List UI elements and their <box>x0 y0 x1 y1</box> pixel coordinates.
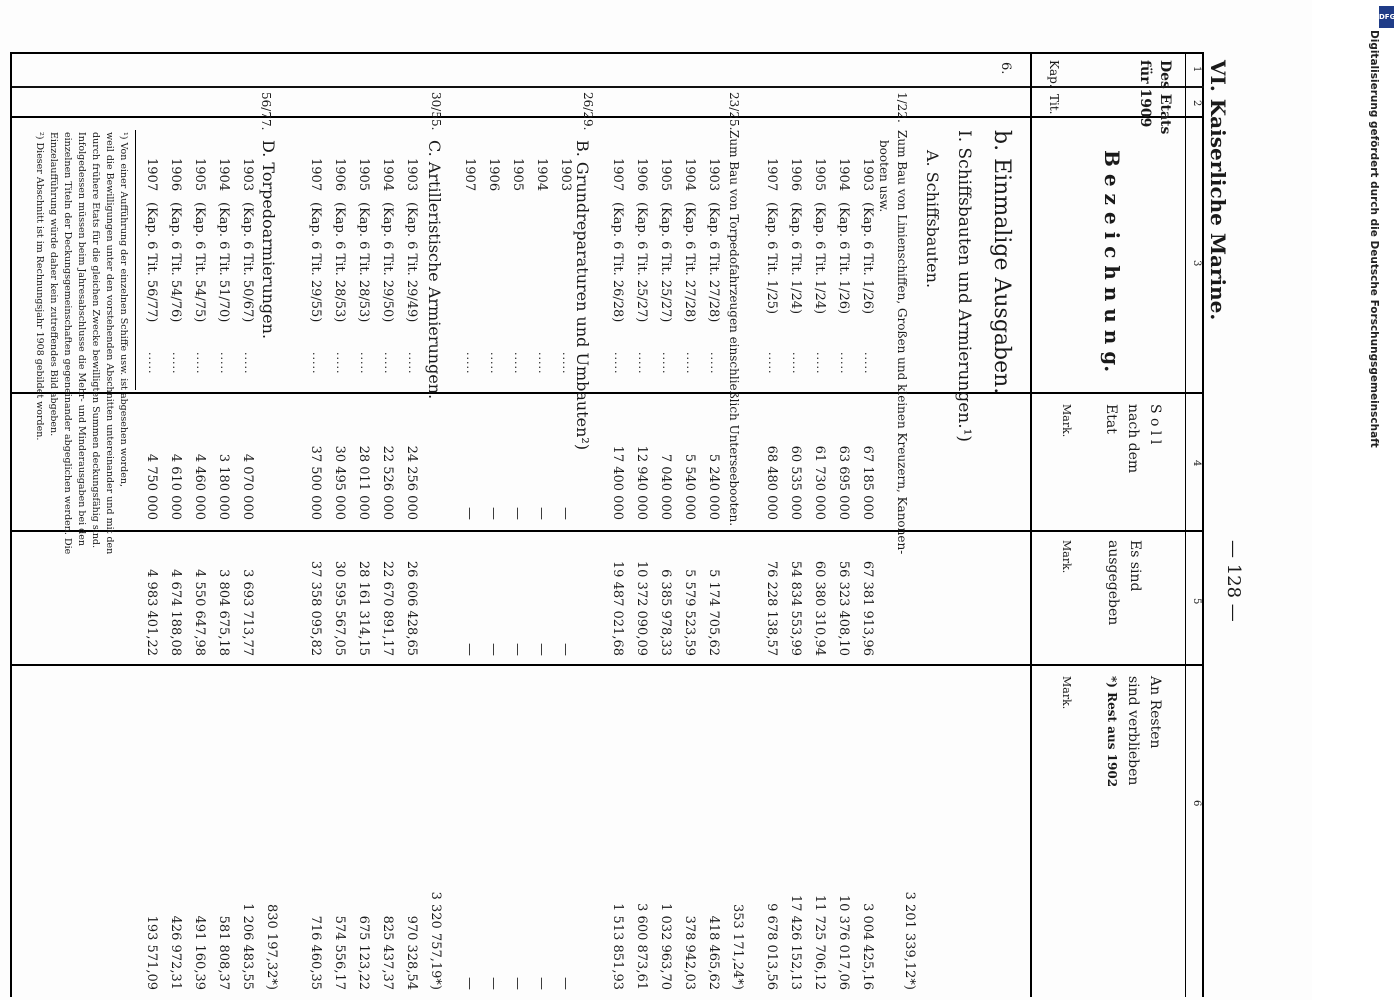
row-ref: (Kap. 6 Tit. 51/70) <box>216 202 231 323</box>
row-rest: 491 160,39 <box>192 915 207 990</box>
row-soll: 12 940 000 <box>634 445 649 520</box>
row-rest: 970 328,54 <box>404 915 419 990</box>
col5-heading-l2: ausgegeben <box>1105 540 1121 626</box>
group-tit: 1/22. <box>895 92 909 123</box>
row-rest: — <box>558 977 573 990</box>
group-tit: 26/29. <box>581 92 595 131</box>
col5-right-rule <box>12 664 1204 666</box>
row-year: 1903 <box>404 158 419 192</box>
row-ref: (Kap. 6 Tit. 56/77) <box>144 202 159 323</box>
row-ausgegeben: — <box>558 643 573 656</box>
row-year: 1905 <box>356 158 371 192</box>
column-number: 5 <box>1191 598 1202 605</box>
row-soll: 37 500 000 <box>308 445 323 520</box>
row-soll: 5 540 000 <box>682 453 697 520</box>
row-year: 1905 <box>812 158 827 192</box>
row-year: 1904 <box>836 158 851 192</box>
row-year: 1903 <box>860 158 875 192</box>
row-ausgegeben: 54 834 553,99 <box>788 560 803 656</box>
row-year: 1904 <box>380 158 395 192</box>
row-leader-dots: ..... <box>488 352 501 375</box>
row-year: 1907 <box>308 158 323 192</box>
row-leader-dots: ..... <box>612 352 625 375</box>
row-soll: 4 070 000 <box>240 453 255 520</box>
row-ref: (Kap. 6 Tit. 29/49) <box>404 202 419 323</box>
row-ausgegeben: 28 161 314,15 <box>356 560 371 656</box>
row-year: 1906 <box>788 158 803 192</box>
col4-heading-l2: nach dem <box>1125 404 1141 474</box>
row-leader-dots: ..... <box>242 352 255 375</box>
col6-heading-l1: An Resten <box>1147 676 1163 749</box>
row-rest: 3 004 425,16 <box>860 903 875 990</box>
row-ref: (Kap. 6 Tit. 25/27) <box>658 202 673 323</box>
col1-left-rule <box>12 52 1204 54</box>
row-ausgegeben: — <box>534 643 549 656</box>
row-rest: — <box>486 977 501 990</box>
row-year: 1904 <box>216 158 231 192</box>
row-year: 1906 <box>168 158 183 192</box>
footnote-line: einzelnen Titeln der Deckungsgemeinschaften gegeneinander abgeglichen werden. Die <box>62 132 73 555</box>
group-tit: 23/25. <box>727 92 741 131</box>
row-ausgegeben: 60 380 310,94 <box>812 560 827 656</box>
col4-right-rule <box>12 530 1204 532</box>
row-ref: (Kap. 6 Tit. 54/76) <box>168 202 183 323</box>
page-number: — 128 — <box>1223 540 1244 622</box>
row-ref: (Kap. 6 Tit. 27/28) <box>706 202 721 323</box>
group-desc-l1: Zum Bau von Linienschiffen, Großen und kleinen Kreuzern, Kanonen- <box>895 130 909 555</box>
table-top-rule <box>1202 52 1204 997</box>
row-year: 1903 <box>240 158 255 192</box>
kap-value: 6. <box>998 62 1013 75</box>
footnote-line: weil die Bewilligungen unter den vorstehenden Abschnitten untereinander und mit den <box>104 132 115 555</box>
col6-heading-l2: sind verblieben <box>1125 676 1141 786</box>
row-ausgegeben: 30 595 567,05 <box>332 560 347 656</box>
header-bottom-rule <box>1030 52 1032 997</box>
row-leader-dots: ..... <box>218 352 231 375</box>
row-ausgegeben: 3 693 713,77 <box>240 569 255 656</box>
row-rest: 581 808,37 <box>216 915 231 990</box>
row-ausgegeben: 26 606 428,65 <box>404 560 419 656</box>
row-soll: 22 526 000 <box>380 445 395 520</box>
col2-right-rule <box>12 116 1204 118</box>
row-ausgegeben: 56 323 408,10 <box>836 560 851 656</box>
footnote-line: durch frühere Etats für die gleichen Zwecke bewilligten Summen deckungsfähig sind. <box>90 132 101 549</box>
row-soll: 4 750 000 <box>144 453 159 520</box>
row-rest: 378 942,03 <box>682 915 697 990</box>
section-A-title: A. Schiffsbauten. <box>923 150 942 289</box>
footnote-line: ¹) Von einer Aufführung der einzelnen Schiffe usw. ist abgesehen worden, <box>118 132 129 487</box>
column-number: 6 <box>1191 800 1202 807</box>
row-ausgegeben: 5 174 705,62 <box>706 569 721 656</box>
row-leader-dots: ..... <box>708 352 721 375</box>
section-I-title: I. Schiffsbauten und Armierungen.¹) <box>954 130 974 443</box>
row-soll: 17 400 000 <box>610 445 625 520</box>
col4-unit: Mark. <box>1060 404 1073 438</box>
row-ref: (Kap. 6 Tit. 1/24) <box>812 202 827 315</box>
col6-heading-l3: *) Rest aus 1902 <box>1105 676 1119 788</box>
row-ausgegeben: 76 228 138,57 <box>764 560 779 656</box>
row-ref: (Kap. 6 Tit. 1/26) <box>860 202 875 315</box>
row-rest: 1 206 483,55 <box>240 903 255 990</box>
row-soll: — <box>486 507 501 520</box>
section-C-title: C. Artilleristische Armierungen. <box>425 140 444 400</box>
row-leader-dots: ..... <box>358 352 371 375</box>
column-number: 4 <box>1191 460 1202 467</box>
col-number-rule <box>1185 52 1186 997</box>
row-rest: 1 032 963,70 <box>658 903 673 990</box>
row-soll: 67 185 000 <box>860 445 875 520</box>
row-ausgegeben: 6 385 978,33 <box>658 569 673 656</box>
row-ausgegeben: 67 381 913,96 <box>860 560 875 656</box>
row-year: 1905 <box>510 158 525 192</box>
section-b-title: b. Einmalige Ausgaben. <box>989 130 1014 395</box>
row-ref: (Kap. 6 Tit. 29/50) <box>380 202 395 323</box>
row-rest: 1 513 851,93 <box>610 903 625 990</box>
footnote-line: ²) Dieser Abschnitt ist im Rechnungsjahr 1908 gebildet worden. <box>34 132 45 441</box>
kap-label: Kap. <box>1047 60 1061 88</box>
row-leader-dots: ..... <box>536 352 549 375</box>
running-head: VI. Kaiserliche Marine. <box>1206 60 1230 321</box>
row-year: 1907 <box>764 158 779 192</box>
row-year: 1907 <box>462 158 477 192</box>
row-ref: (Kap. 6 Tit. 28/53) <box>332 202 347 323</box>
row-rest: 10 376 017,06 <box>836 894 851 990</box>
col5-heading-l1: Es sind <box>1127 540 1143 592</box>
row-ref: (Kap. 6 Tit. 25/27) <box>634 202 649 323</box>
column-number: 3 <box>1191 260 1202 267</box>
row-ausgegeben: 4 983 401,22 <box>144 569 159 656</box>
row-year: 1904 <box>682 158 697 192</box>
row-leader-dots: ..... <box>684 352 697 375</box>
row-leader-dots: ..... <box>560 352 573 375</box>
row-ref: (Kap. 6 Tit. 54/75) <box>192 202 207 323</box>
table-bottom-rule <box>10 52 12 997</box>
row-year: 1907 <box>610 158 625 192</box>
section-D-title: D. Torpedoarmierungen. <box>259 140 278 340</box>
section-B-title: B. Grundreparaturen und Umbauten²) <box>573 140 592 451</box>
row-soll: 4 610 000 <box>168 453 183 520</box>
row-soll: 4 460 000 <box>192 453 207 520</box>
row-leader-dots: ..... <box>170 352 183 375</box>
row-ausgegeben: 4 550 647,98 <box>192 569 207 656</box>
row-soll: 68 480 000 <box>764 445 779 520</box>
group-desc-l2: booten usw. <box>877 140 891 213</box>
row-leader-dots: ..... <box>194 352 207 375</box>
row-rest: 9 678 013,56 <box>764 903 779 990</box>
row-ausgegeben: 4 674 188,08 <box>168 569 183 656</box>
row-leader-dots: ..... <box>406 352 419 375</box>
row-ref: (Kap. 6 Tit. 1/24) <box>788 202 803 315</box>
row-ausgegeben: — <box>510 643 525 656</box>
row-soll: 7 040 000 <box>658 453 673 520</box>
row-leader-dots: ..... <box>512 352 525 375</box>
group-top-rest: 3 201 339,12*) <box>902 891 917 990</box>
col3-right-rule <box>12 392 1204 394</box>
row-ausgegeben: — <box>462 643 477 656</box>
row-leader-dots: ..... <box>790 352 803 375</box>
row-rest: 3 600 873,61 <box>634 903 649 990</box>
row-soll: 24 256 000 <box>404 445 419 520</box>
row-rest: 825 437,37 <box>380 915 395 990</box>
col4-heading-l3: Etat <box>1103 404 1119 434</box>
row-year: 1906 <box>634 158 649 192</box>
row-soll: — <box>462 507 477 520</box>
row-year: 1905 <box>658 158 673 192</box>
col12-heading-l2: für 1909 <box>1137 60 1153 128</box>
footnote-line: Infolgedessen müssen beim Jahresabschlusse die Mehr- und Minderausgaben bei den <box>76 132 87 547</box>
row-rest: 11 725 706,12 <box>812 894 827 990</box>
row-year: 1906 <box>486 158 501 192</box>
row-year: 1903 <box>558 158 573 192</box>
row-year: 1903 <box>706 158 721 192</box>
row-ausgegeben: 22 670 891,17 <box>380 560 395 656</box>
row-leader-dots: ..... <box>814 352 827 375</box>
row-rest: 193 571,09 <box>144 915 159 990</box>
col4-heading-l1: S o l l <box>1147 404 1163 445</box>
row-leader-dots: ..... <box>862 352 875 375</box>
row-soll: 3 180 000 <box>216 453 231 520</box>
col1-right-rule <box>12 86 1204 88</box>
row-soll: 63 695 000 <box>836 445 851 520</box>
group-top-rest: 3 320 757,19*) <box>428 891 443 990</box>
row-leader-dots: ..... <box>382 352 395 375</box>
row-leader-dots: ..... <box>766 352 779 375</box>
dfg-logo: DFG <box>1379 6 1394 28</box>
row-ausgegeben: — <box>486 643 501 656</box>
footnote-rule <box>135 130 136 390</box>
row-soll: 28 011 000 <box>356 445 371 520</box>
row-rest: — <box>462 977 477 990</box>
row-rest: — <box>510 977 525 990</box>
row-leader-dots: ..... <box>334 352 347 375</box>
row-ausgegeben: 10 372 090,09 <box>634 560 649 656</box>
row-ref: (Kap. 6 Tit. 28/53) <box>356 202 371 323</box>
row-ausgegeben: 19 487 021,68 <box>610 560 625 656</box>
group-top-rest: 353 171,24*) <box>730 903 745 990</box>
row-ref: (Kap. 6 Tit. 27/28) <box>682 202 697 323</box>
row-soll: 30 495 000 <box>332 445 347 520</box>
row-rest: 716 460,35 <box>308 915 323 990</box>
row-soll: 60 535 000 <box>788 445 803 520</box>
col12-heading-l1: Des Etats <box>1157 60 1173 135</box>
col6-unit: Mark. <box>1060 676 1073 710</box>
row-ausgegeben: 3 804 675,18 <box>216 569 231 656</box>
row-soll: — <box>534 507 549 520</box>
row-rest: 17 426 152,13 <box>788 894 803 990</box>
column-number: 2 <box>1191 100 1202 107</box>
row-soll: 61 730 000 <box>812 445 827 520</box>
group-tit: 56/77. <box>259 92 273 131</box>
tit-label: Tit. <box>1047 94 1061 115</box>
row-ref: (Kap. 6 Tit. 1/26) <box>836 202 851 315</box>
footnote-line: Einzelaufführung würde daher kein zutreffendes Bild abgeben. <box>48 132 59 437</box>
row-ref: (Kap. 6 Tit. 26/28) <box>610 202 625 323</box>
row-soll: — <box>510 507 525 520</box>
row-leader-dots: ..... <box>660 352 673 375</box>
group-top-rest: 830 197,32*) <box>264 903 279 990</box>
row-year: 1906 <box>332 158 347 192</box>
row-leader-dots: ..... <box>310 352 323 375</box>
row-year: 1905 <box>192 158 207 192</box>
group-tit: 30/55. <box>429 92 443 131</box>
row-rest: — <box>534 977 549 990</box>
row-ausgegeben: 5 579 523,59 <box>682 569 697 656</box>
row-leader-dots: ..... <box>464 352 477 375</box>
row-rest: 426 972,31 <box>168 915 183 990</box>
column-number: 1 <box>1191 66 1202 73</box>
group-desc-l1: Zum Bau von Torpedofahrzeugen einschließlich Unterseebooten. <box>727 130 741 527</box>
row-ref: (Kap. 6 Tit. 29/55) <box>308 202 323 323</box>
row-rest: 418 465,62 <box>706 915 721 990</box>
row-soll: — <box>558 507 573 520</box>
row-ausgegeben: 37 358 095,82 <box>308 560 323 656</box>
col3-heading: B e z e i c h n u n g. <box>1100 150 1124 373</box>
row-ref: (Kap. 6 Tit. 50/67) <box>240 202 255 323</box>
row-rest: 675 123,22 <box>356 915 371 990</box>
row-leader-dots: ..... <box>838 352 851 375</box>
row-rest: 574 556,17 <box>332 915 347 990</box>
dfg-caption: Digitalisierung gefördert durch die Deutsche Forschungsgemeinschaft <box>1368 30 1380 448</box>
row-leader-dots: ..... <box>146 352 159 375</box>
row-year: 1904 <box>534 158 549 192</box>
col5-unit: Mark. <box>1060 540 1073 574</box>
row-ref: (Kap. 6 Tit. 1/25) <box>764 202 779 315</box>
row-leader-dots: ..... <box>636 352 649 375</box>
dfg-sidebar <box>1368 6 1396 996</box>
row-soll: 5 240 000 <box>706 453 721 520</box>
row-year: 1907 <box>144 158 159 192</box>
